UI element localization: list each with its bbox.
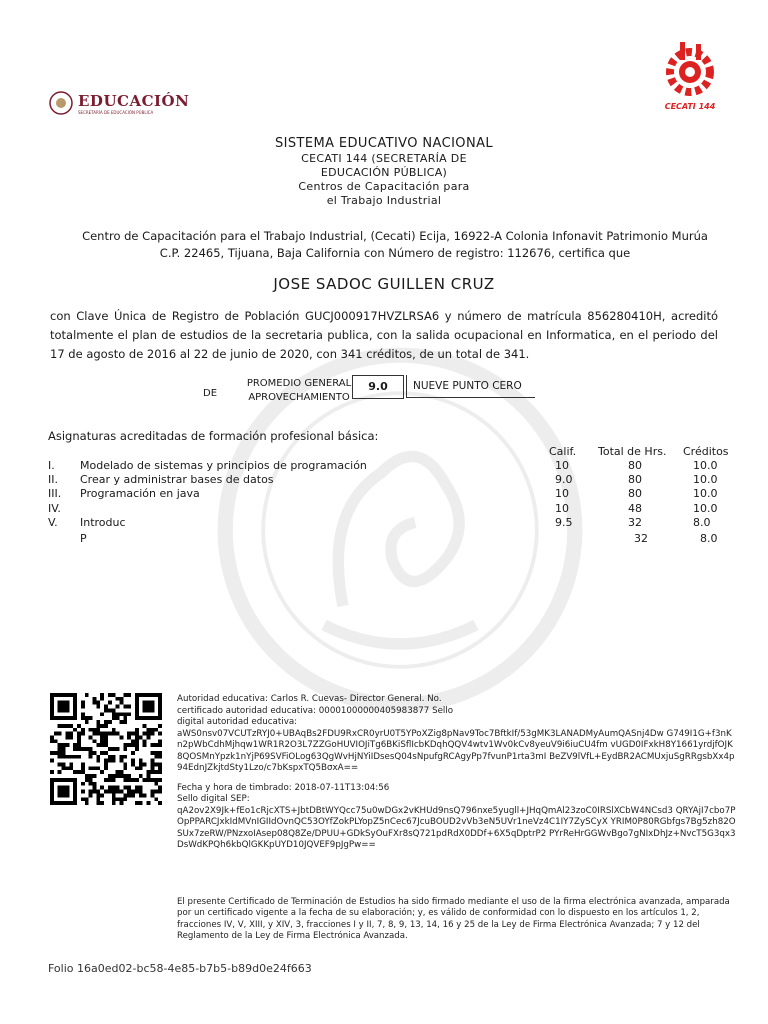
subject-credits: 10.0 (693, 502, 718, 515)
promedio-label-line2: APROVECHAMIENTO (248, 392, 350, 403)
subject-hours: 80 (628, 487, 642, 500)
subtitle-line: CECATI 144 (SECRETARÍA DE (301, 152, 467, 165)
intro-line: C.P. 22465, Tijuana, Baja California con Número de registro: 112676, certifica que (159, 246, 631, 260)
subject-credits: 10.0 (693, 473, 718, 486)
qr-code (50, 693, 162, 805)
intro-line: Centro de Capacitación para el Trabajo Industrial, (Cecati) Ecija, 16922-A Colonia Infonavit Patrimonio Murúa (82, 229, 708, 243)
subject-name: P (80, 532, 87, 545)
promedio-label-line1: PROMEDIO GENERAL (246, 378, 352, 389)
authority-digital-seal: aWS0nsv07VCUTzRYJ0+UBAqBs2FDU9RxCR0yrU0T5YPoXZig8pNav9Toc7BftkIf/53gMK3LANADMyAumQASnj4Dw G749I1G+f3nKn2pWbCdhMjhqw1WR1R2O3L7ZZGoHUVIOJiTg6BKiSflIcbKDqhQQV4wtv1Wv0kCv8yeuV9i6iuCU4fm vUGD0IFxkH8Y1661yrdjfOJK8QOSMnYpzk1nYjP69SVFiOLog63QgWvHjNYiIDsesQ04sNpufgRCAgyPp7fvunP1rta3mI BeZV9lVfL+EydBR2ACMUxjuSgRRgsbXx4p94EdnJZkjtdSty1Lzo/c7bKspxTQ5BσxA== (177, 728, 735, 773)
subject-credits: 8.0 (700, 532, 718, 545)
student-name: JOSE SADOC GUILLEN CRUZ (273, 275, 495, 293)
subject-calif: 10 (555, 459, 569, 472)
promedio-label (240, 377, 358, 405)
subject-hours: 80 (628, 473, 642, 486)
subject-number: IV. (48, 502, 61, 515)
authority-line: digital autoridad educativa: (177, 717, 298, 727)
subtitle-line: Centros de Capacitación para (298, 180, 470, 193)
subject-name: Modelado de sistemas y principios de programación (80, 459, 367, 472)
subject-hours: 80 (628, 459, 642, 472)
subject-credits: 10.0 (693, 487, 718, 500)
subject-number: II. (48, 473, 58, 486)
cecati-logo (655, 38, 725, 111)
timestamp: Fecha y hora de timbrado: 2018-07-11T13:04:56 (177, 782, 390, 793)
subject-calif: 10 (555, 502, 569, 515)
subtitle-line: EDUCACIÓN PÚBLICA) (320, 166, 448, 179)
cecati-logo-caption: CECATI 144 (664, 102, 716, 111)
sep-logo-subtext: SECRETARÍA DE EDUCACIÓN PÚBLICA (78, 109, 154, 115)
subject-hours: 48 (628, 502, 642, 515)
subject-number: I. (48, 459, 55, 472)
authority-line: Autoridad educativa: Carlos R. Cuevas- Director General. No. (177, 694, 442, 704)
authority-line: certificado autoridad educativa: 00001000000405983877 Sello (177, 705, 454, 716)
hours-header: Total de Hrs. (598, 445, 667, 458)
certification-body: con Clave Única de Registro de Población GUCJ000917HVZLRSA6 y número de matrícula 856280410H, acreditó totalmente el plan de estudios de la secretaria publica, con la salida ocupacional en Informatica, en el periodo del 17 de agosto de 2016 al 22 de junio de 2020, con 341 créditos, de un total de 341. (50, 309, 718, 361)
sep-emblem-icon (48, 90, 74, 116)
cecati-gear-icon (658, 38, 722, 102)
calif-header: Calif. (549, 445, 577, 458)
subject-credits: 8.0 (693, 516, 711, 529)
subjects-title: Asignaturas acreditadas de formación profesional básica: (48, 429, 379, 443)
promedio-value: 9.0 (352, 375, 404, 399)
subject-calif: 9.5 (555, 516, 573, 529)
sep-digital-seal: qA2ov2X9Jk+fEo1cRjcXTS+JbtDBtWYQcc75u0wDGx2vKHUd9nsQ796nxe5yugll+JHqQmAl23zoC0IRSlXCbW4NCsd3 QRYAjI7cbo7POpPPARCJxkIdMVnIGIIdOvnQC53OYfZokPLYopZ5nCec67JcuBOUD2vVb3eN5UVr1neVz4C1IY7ZySCyX YRIM0P80RGbfgs7Bg5zh82OSUx7zeRW/PNzxoIAsep08Q8Ze/DPUU+GDkSyOuFXr8sQ721pdRdX0DDf+6X5qDptrP2 PYrReHrGGWvBgo7gNIxDhJz+NvcT5G3qx3DsWdKPQh6kbQlGKKpUYD10JQVEF9pJgPw== (177, 805, 736, 850)
sep-seal-label: Sello digital SEP: (177, 794, 250, 804)
subject-hours: 32 (634, 532, 648, 545)
subject-number: V. (48, 516, 58, 529)
promedio-value-text: NUEVE PUNTO CERO (406, 375, 535, 398)
subject-calif: 9.0 (555, 473, 573, 486)
subject-name: Programación en java (80, 487, 200, 500)
subject-name: Crear y administrar bases de datos (80, 473, 274, 486)
subject-name: Introduc (80, 516, 126, 529)
subject-credits: 10.0 (693, 459, 718, 472)
document-subtitle (0, 152, 768, 208)
subject-calif: 10 (555, 487, 569, 500)
subject-number: III. (48, 487, 62, 500)
subject-hours: 32 (628, 516, 642, 529)
authority-block (177, 694, 737, 852)
certification-intro (70, 228, 720, 262)
sep-logo-text: EDUCACIÓN (78, 91, 190, 110)
document-title: SISTEMA EDUCATIVO NACIONAL (274, 136, 494, 151)
sep-logo (48, 90, 189, 116)
credits-header: Créditos (683, 445, 729, 458)
folio-number: Folio 16a0ed02-bc58-4e85-b7b5-b89d0e24f663 (48, 962, 312, 975)
subtitle-line: el Trabajo Industrial (326, 194, 442, 207)
promedio-de-label: DE (203, 388, 218, 399)
legal-notice: El presente Certificado de Terminación de Estudios ha sido firmado mediante el uso de la firma electrónica avanzada, amparada por un certificado vigente a la fecha de su elaboración; y, es válido de conformidad con lo dispuesto en los artículos 1, 2, fracciones IV, V, XIII, y XIV, 3, fracciones I y II, 7, 8, 9, 13, 14, 16 y 25 de la Ley de Firma Electrónica Avanzada; 7 y 12 del Reglamento de la Ley de Firma Electrónica Avanzada. (177, 897, 730, 942)
